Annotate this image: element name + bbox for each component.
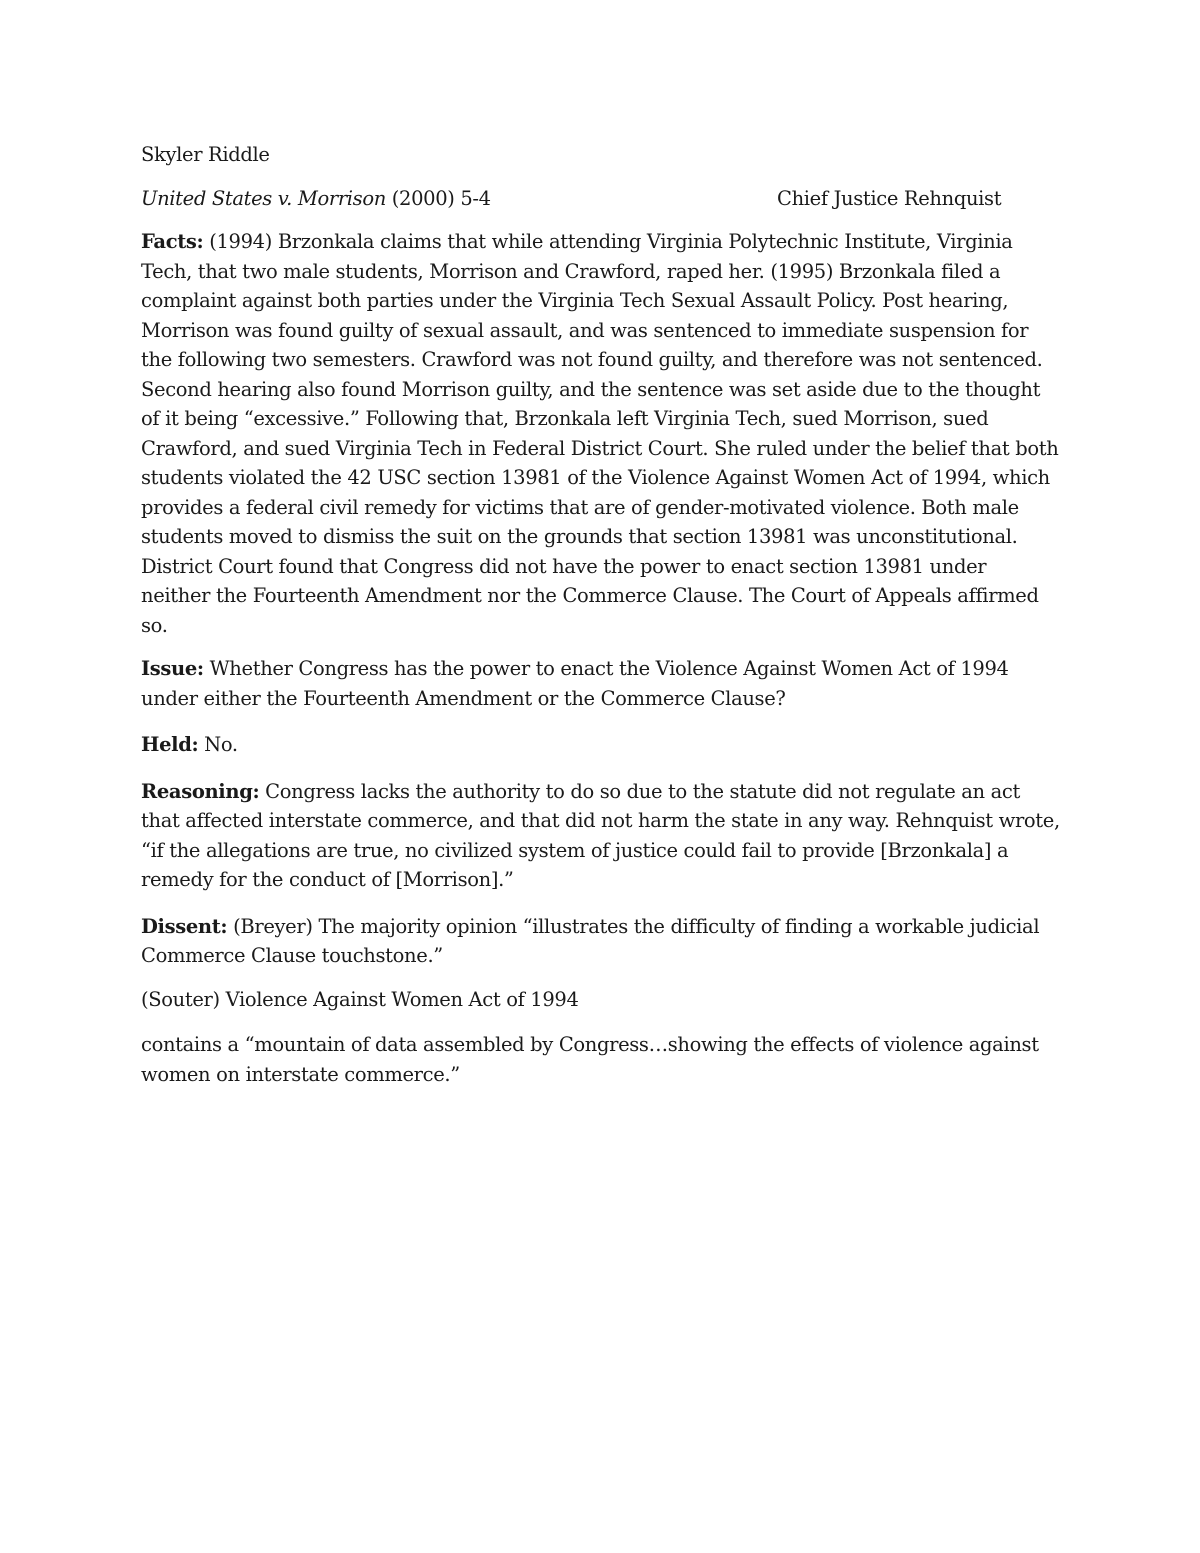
held-text: No. — [198, 733, 238, 756]
case-year-vote: (2000) 5-4 — [385, 186, 491, 210]
reasoning-text: Congress lacks the authority to do so due to the statute did not regulate an act that affected interstate commerce, and that did not harm the state in any way. Rehnquist wrote, “if the allegations are true, no civilized system of justice could fail to provide [Brzonkala] a remedy for the conduct of [Morrison].” — [141, 779, 1060, 891]
case-name: United States v. Morrison — [141, 186, 386, 210]
opinion-author: Chief Justice Rehnquist — [777, 186, 1002, 210]
author-name: Skyler Riddle — [141, 143, 270, 166]
issue-text: Whether Congress has the power to enact the Violence Against Women Act of 1994 under either the Fourteenth Amendment or the Commerce Clause? — [141, 657, 1009, 710]
reasoning-section — [141, 777, 1061, 895]
document-page — [141, 140, 1061, 1089]
facts-text: (1994) Brzonkala claims that while attending Virginia Polytechnic Institute, Virginia Tech, that two male students, Morrison and Crawford, raped her. (1995) Brzonkala filed a complaint against both parties under the Virginia Tech Sexual Assault Policy. Post hearing, Morrison was found guilty of sexual assault, and was sentenced to immediate suspension for the following two semesters. Crawford was not found guilty, and therefore was not sentenced. Second hearing also found Morrison guilty, and the sentence was set aside due to the thought of it being “excessive.” Following that, Brzonkala left Virginia Tech, sued Morrison, sued Crawford, and sued Virginia Tech in Federal District Court. She ruled under the belief that both students violated the 42 USC section 13981 of the Violence Against Women Act of 1994, which provides a federal civil remedy for victims that are of gender-motivated violence. Both male students moved to dismiss the suit on the grounds that section 13981 was unconstitutional. District Court found that Congress did not have the power to enact section 13981 under neither the Fourteenth Amendment nor the Commerce Clause. The Court of Appeals affirmed so. — [141, 230, 1059, 637]
facts-section — [141, 227, 1061, 640]
souter-dissent: (Souter) Violence Against Women Act of 1994 — [141, 987, 579, 1011]
dissent-label: Dissent: — [141, 914, 228, 938]
held-section — [141, 730, 1061, 760]
facts-label: Facts: — [141, 230, 204, 253]
case-heading — [141, 184, 1061, 214]
issue-label: Issue: — [141, 657, 204, 680]
reasoning-label: Reasoning: — [141, 779, 260, 803]
held-label: Held: — [141, 733, 199, 756]
souter-dissent-continued: contains a “mountain of data assembled by Congress…showing the effects of violence against women on interstate commerce.” — [141, 1033, 1039, 1086]
issue-section — [141, 654, 1061, 713]
dissent-section — [141, 912, 1061, 971]
dissent-text: (Breyer) The majority opinion “illustrates the difficulty of finding a workable judicial Commerce Clause touchstone.” — [141, 914, 1040, 967]
